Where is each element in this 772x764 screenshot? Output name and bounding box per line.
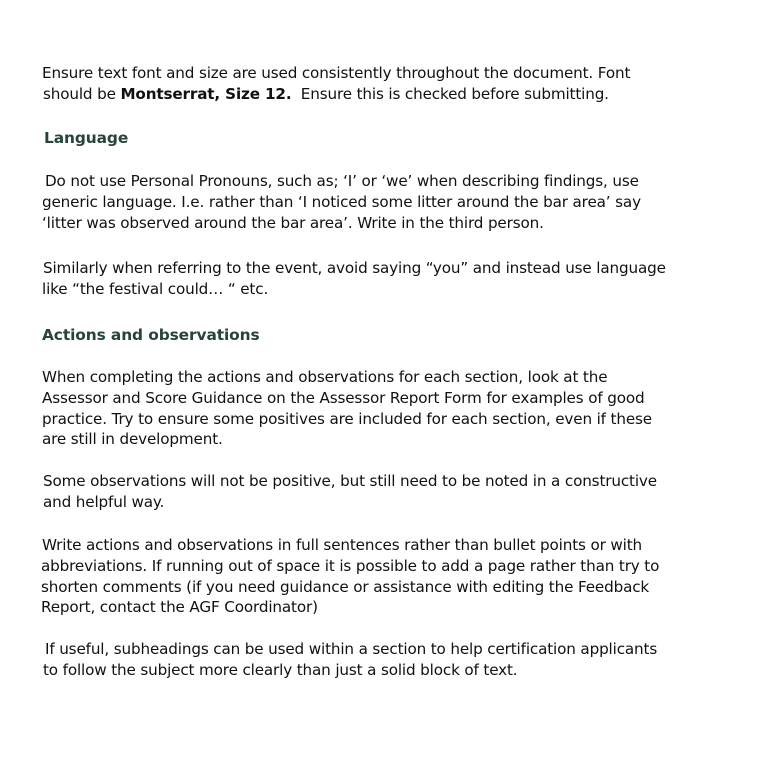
actions-p3-line-4: Report, contact the AGF Coordinator): [41, 598, 318, 617]
actions-p4-line-2: to follow the subject more clearly than just a solid block of text.: [43, 660, 518, 679]
actions-p3-line-2: abbreviations. If running out of space it is possible to add a page rather than try to: [41, 556, 660, 575]
intro-paragraph: [42, 63, 630, 105]
intro-line-2-post: Ensure this is checked before submitting.: [291, 84, 609, 103]
actions-p2-line-2: and helpful way.: [43, 492, 165, 511]
language-paragraph-1: [42, 171, 641, 233]
font-requirement: Montserrat, Size 12.: [120, 84, 292, 103]
actions-p1-line-2: Assessor and Score Guidance on the Assessor Report Form for examples of good: [42, 388, 645, 407]
actions-p4-line-1: If useful, subheadings can be used within a section to help certification applicants: [45, 640, 658, 658]
actions-p2-line-1: Some observations will not be positive, but still need to be noted in a constructive: [43, 472, 657, 490]
actions-heading: Actions and observations: [42, 326, 260, 344]
language-p2-line-1: Similarly when referring to the event, avoid saying “you” and instead use language: [43, 259, 666, 277]
actions-p3-line-1: Write actions and observations in full sentences rather than bullet points or with: [42, 536, 643, 554]
actions-p1-line-3: practice. Try to ensure some positives are included for each section, even if these: [42, 409, 652, 428]
actions-p3-line-3: shorten comments (if you need guidance or assistance with editing the Feedback: [41, 577, 650, 596]
language-p1-line-1: Do not use Personal Pronouns, such as; ‘I’ or ‘we’ when describing findings, use: [45, 172, 639, 190]
language-p1-line-3: ‘litter was observed around the bar area’. Write in the third person.: [42, 213, 544, 232]
actions-paragraph-1: [42, 367, 652, 450]
language-paragraph-2: [42, 258, 666, 300]
actions-paragraph-2: [43, 471, 657, 513]
intro-line-2: [42, 84, 630, 105]
actions-p1-line-4: are still in development.: [42, 430, 223, 449]
actions-paragraph-4: [43, 639, 657, 681]
intro-line-1: Ensure text font and size are used consistently throughout the document. Font: [42, 64, 631, 82]
actions-paragraph-3: [41, 535, 659, 618]
actions-p1-line-1: When completing the actions and observations for each section, look at the: [42, 368, 608, 386]
language-p1-line-2: generic language. I.e. rather than ‘I noticed some litter around the bar area’ say: [42, 192, 641, 211]
language-heading: Language: [44, 129, 129, 147]
intro-line-2-pre: should be: [43, 84, 121, 103]
language-p2-line-2: like “the festival could… “ etc.: [42, 279, 269, 298]
